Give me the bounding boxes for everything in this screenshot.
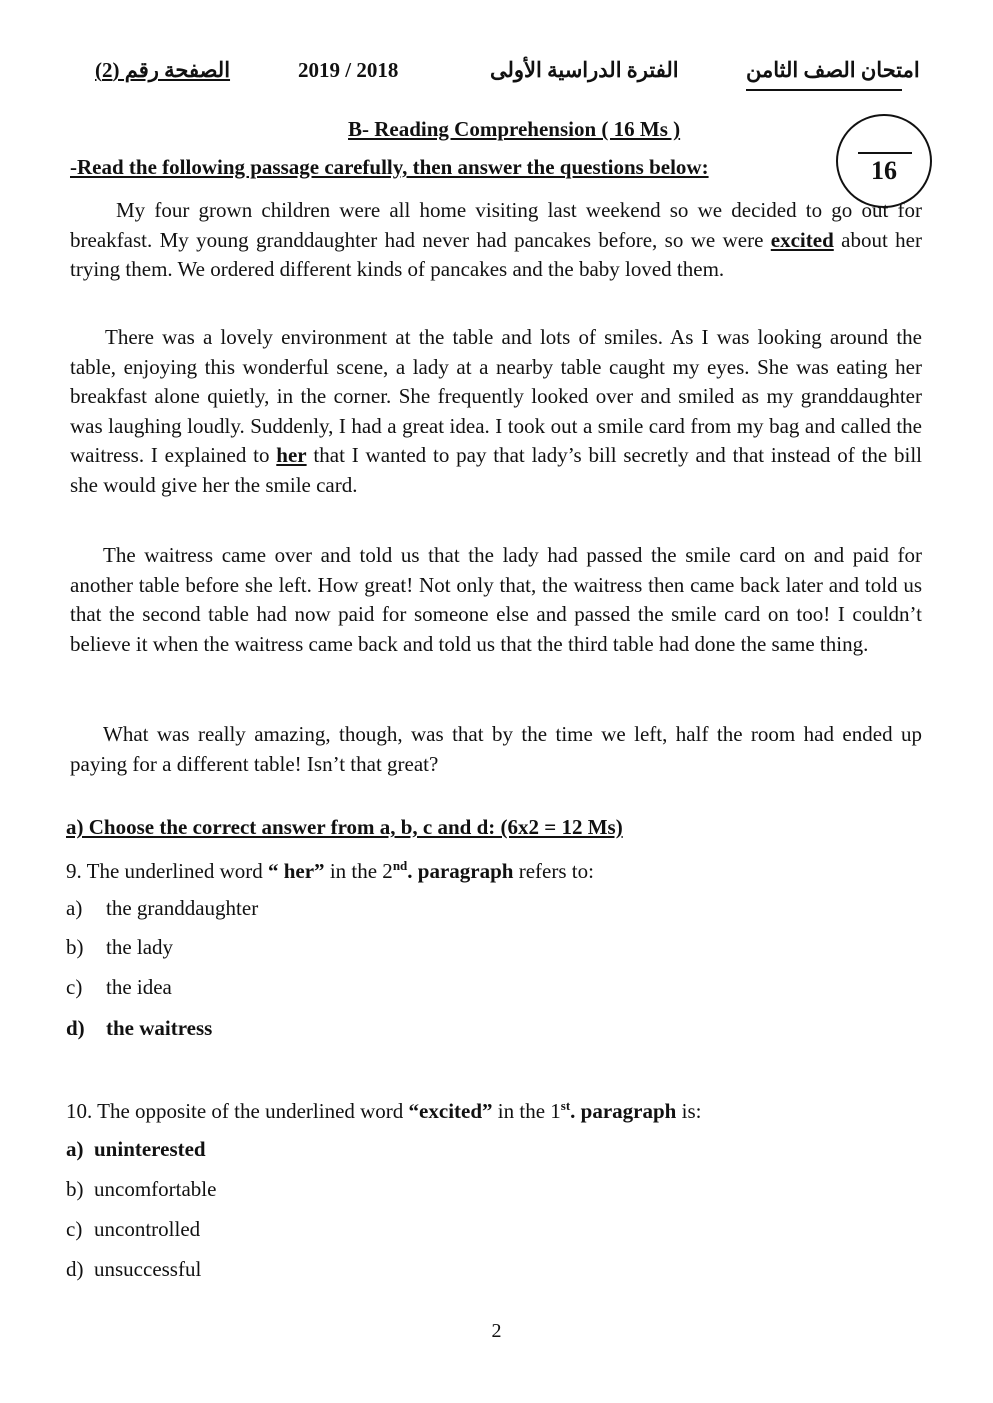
score-divider — [858, 152, 912, 154]
q10-option-b[interactable]: b) uncomfortable — [66, 1177, 217, 1201]
section-title: B- Reading Comprehension ( 16 Ms ) — [348, 117, 681, 141]
header-page-label: الصفحة رقم (2) — [95, 58, 231, 82]
q9-option-b[interactable]: b) the lady — [66, 935, 174, 959]
score-value: 16 — [871, 156, 897, 185]
underlined-word-her: her — [276, 443, 307, 467]
q10-option-a[interactable]: a) uninterested — [66, 1137, 206, 1161]
q9-option-d[interactable]: d) the waitress — [66, 1016, 213, 1040]
underlined-word-excited: excited — [770, 227, 834, 252]
q9-option-c[interactable]: c) the idea — [66, 975, 172, 999]
q9-option-a[interactable]: a) the granddaughter — [66, 896, 259, 920]
score-circle — [836, 114, 932, 208]
header-exam-title: امتحان الصف الثامن — [746, 58, 920, 82]
header-term: الفترة الدراسية الأولى — [490, 58, 679, 82]
part-a-header: a) Choose the correct answer from a, b, c and d: (6x2 = 12 Ms) — [66, 815, 623, 839]
question-10: 10. The opposite of the underlined word “excited” in the 1st. paragraph is: — [66, 1098, 702, 1123]
passage-paragraph-1: My four grown children were all home visiting last weekend so we decided to go out for breakfast. My young granddaughter had never had pancakes before, so we were excited about her trying them. We ordered different kinds of pancakes and the baby loved them. — [70, 198, 922, 281]
passage-paragraph-4: What was really amazing, though, was that by the time we left, half the room had ended up paying for a different table! Isn’t that great? — [70, 722, 922, 776]
header-year: 2019 / 2018 — [298, 58, 399, 82]
passage-paragraph-2: There was a lovely environment at the table and lots of smiles. As I was looking around the table, enjoying this wonderful scene, a lady at a nearby table caught my eyes. She was eating her breakfast alone quietly, in the corner. She frequently looked over and smiled as my granddaughter was laughing loudly. Suddenly, I had a great idea. I took out a smile card from my bag and called the waitress. I explained to her that I wanted to pay that lady’s bill secretly and that instead of the bill she would give her the smile card. — [70, 325, 922, 497]
header-underline — [746, 89, 902, 91]
q10-option-c[interactable]: c) uncontrolled — [66, 1217, 201, 1241]
passage-paragraph-3: The waitress came over and told us that the lady had passed the smile card on and paid for another table before she left. How great! Not only that, the waitress then came back later and told us that the second table had now paid for someone else and passed the smile card on too! I couldn’t believe it when the waitress came back and told us that the third table had done the same thing. — [70, 543, 922, 656]
instruction: -Read the following passage carefully, then answer the questions below: — [70, 155, 709, 179]
q10-option-d[interactable]: d) unsuccessful — [66, 1257, 202, 1281]
question-9: 9. The underlined word “ her” in the 2nd. paragraph refers to: — [66, 858, 594, 883]
page-number: 2 — [491, 1320, 502, 1342]
